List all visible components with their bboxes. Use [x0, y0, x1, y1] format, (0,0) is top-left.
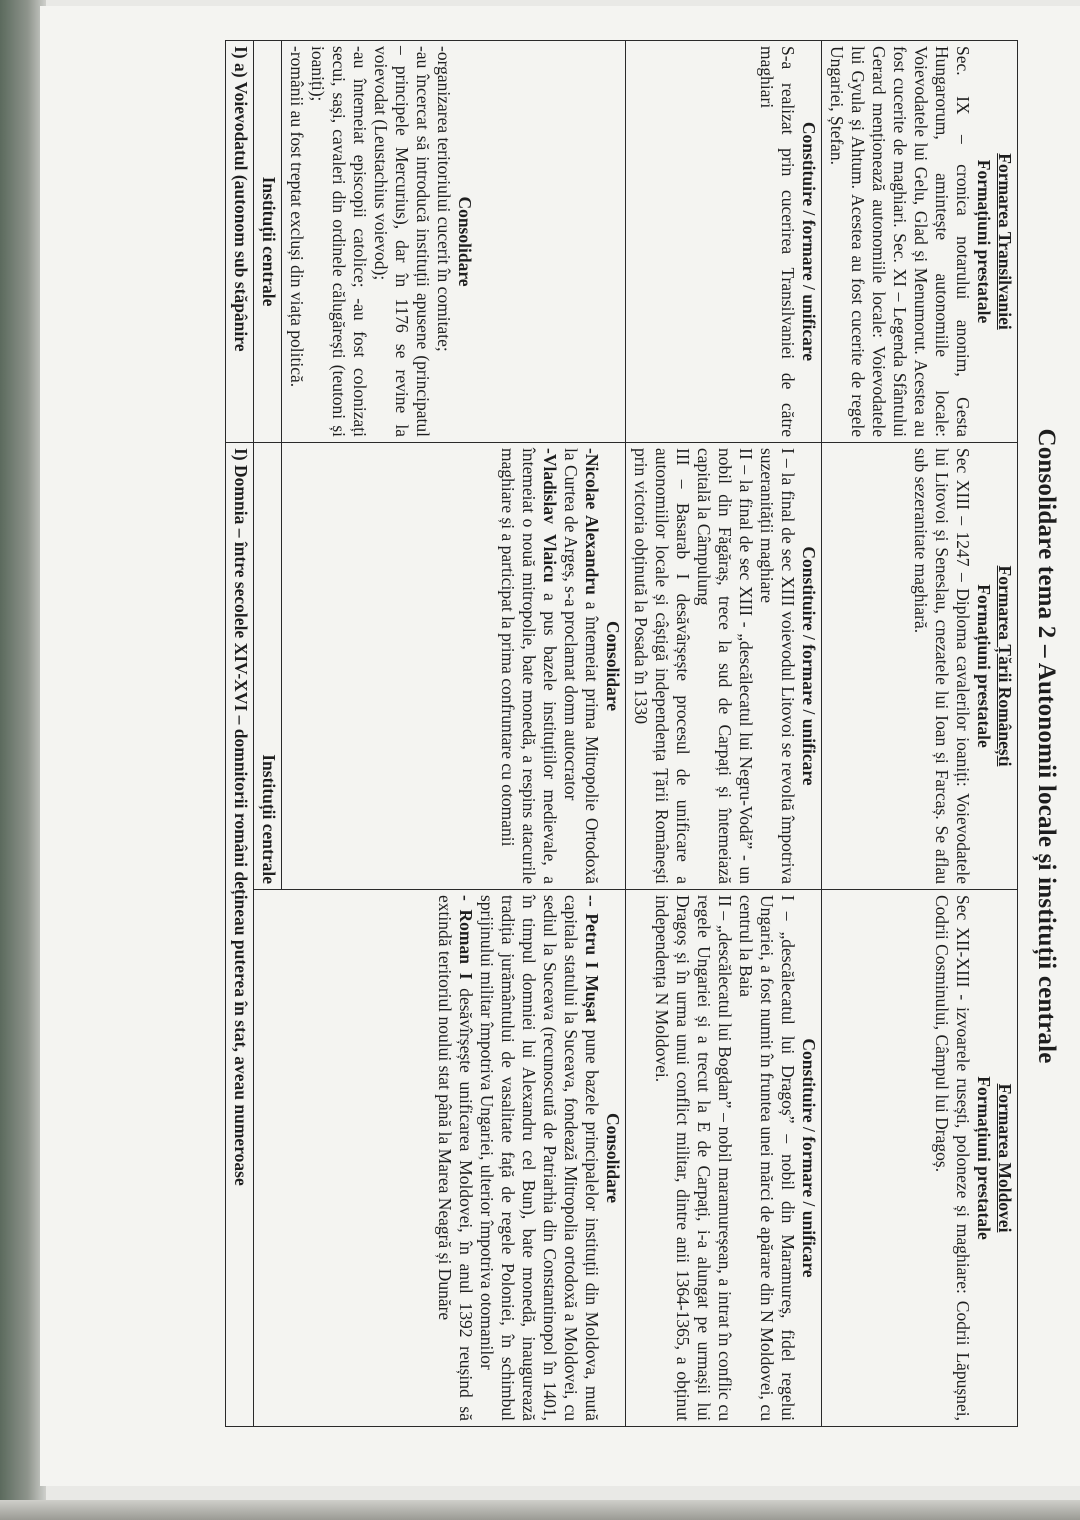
cell-institutii-heading-left: Instituții centrale [254, 41, 282, 443]
list-item: -au încercat să introducă instituții apusene (principatul – principele Mercurius), dar în 1176 se revine la voievodat (Leustachius voievod); [371, 46, 433, 437]
cell-transilvania-constituire [626, 41, 822, 443]
list-item [560, 448, 602, 884]
section-text: Sec. IX – cronica notarului anonim, Gesta Hungarorum, amintește autonomiile locale: Voievodatele lui Gelu, Glad și Menumorut. Acestea au fost cucerite de maghiari. Sec. XI – Legenda Sfântului Gerard menționează autonomiile locale: Voievodatele lui Gyula și Ahtum. Acestea au fost cucerite de regele Ungariei, Ștefan. [827, 46, 973, 437]
list-item: -organizarea teritoriului cucerit în comitate; [434, 46, 454, 352]
row-constituire [626, 41, 822, 1427]
ruler-deeds: a întemeiat prima Mitropolie Ortodoxă la Curtea de Argeș, s-a proclamat domn autocrator [561, 448, 602, 884]
list-item [476, 895, 602, 1421]
cell-moldova-constituire [626, 890, 822, 1427]
ruler-name: -- Petru I Mușat [582, 895, 602, 1023]
document-page [40, 6, 1080, 1486]
section-heading: Consolidare [455, 196, 475, 287]
section-text: Sec XII-XIII - izvoarele rusești, poloneze și maghiare: Codrii Lăpușnei, Codrii Cosminului, Câmpul lui Dragoș. [932, 895, 973, 1421]
ruler-deeds: a pus bazele instituțiilor medievale, a întemeiat o nouă mitropolie, bate monedă, a respins atacurile maghiare și a participat la prima confruntare cu otomanii [498, 448, 560, 884]
list-item: II – „descălecatul lui Bogdan” – nobil maramureșean, a intrat în conflic cu regele Ungariei și a trecut la E de Carpați, i-a alungat pe urmașii lui Dragoș și în urma unui conflict militar, dintre anii 1364-1365, a obținut independența N Moldovei. [652, 895, 735, 1421]
section-heading: Consolidare [603, 620, 623, 712]
cell-tara-romaneasca-formatiuni [822, 443, 1018, 890]
cell-transilvania-formatiuni [822, 41, 1018, 443]
content-table [225, 40, 1018, 1427]
cell-tara-romaneasca-consolidare [282, 443, 626, 890]
ruler-deeds: pune bazele principalelor instituții din Moldova, mută capitala statului la Suceava, fondează Mitropolia ortodoxă a Moldovei, cu sediul la Suceava (recunoscută de Patriarhia din Constantinopol în 1401, în timpul domniei lui Alexandru cel Bun), bate monedă, inaugurează tradiția jurământului de vasalitate față de regele Poloniei, în schimbul sprijinului militar împotriva Ungariei, ulterior împotriva otomanilor [477, 895, 602, 1422]
ruler-name: -Vladislav Vlaicu [540, 448, 560, 583]
list-item [434, 895, 476, 1421]
section-heading: Consolidare [603, 1112, 623, 1204]
column-header-moldova: Formarea Moldovei [995, 1083, 1015, 1233]
list-item: II – la final de sec XIII - „descălecatul lui Negru-Vodă” - un nobil din Făgăraș, trece la sud de Carpați și întemeiază capitală la Câmpulung [694, 448, 756, 884]
row-consolidare [282, 41, 626, 1427]
list-item: III – Basarab I desăvârșește procesul de unificare a autonomiilor locale și câștigă independența Țării Românești prin victoria obținută la Posada în 1330 [631, 448, 693, 884]
row-institutii-content [226, 41, 254, 1427]
column-header-transilvania: Formarea Transilvaniei [995, 153, 1015, 330]
ruler-name: -Nicolae Alexandru [582, 448, 602, 595]
background-edge [0, 1500, 1080, 1520]
ruler-deeds: desăvîrșește unificarea Moldovei, în anul 1392 reușind să extindă teritoriul noului stat până la Marea Neagră și Dunăre [435, 895, 476, 1421]
list-item: -au întemeiat episcopii catolice; -au fost colonizați secui, sași, cavaleri din ordinele călugărești (teutoni și ioaniți); [308, 46, 370, 437]
section-heading: Constituire / formare / unificare [799, 1038, 819, 1278]
section-heading: Constituire / formare / unificare [799, 546, 819, 786]
cell-moldova-formatiuni [822, 890, 1018, 1427]
column-header-tara-romaneasca: Formarea Țării Românești [995, 565, 1015, 767]
cell-transilvania-consolidare [282, 41, 626, 443]
section-text: Sec XIII – 1247 – Diploma cavalerilor ioaniți: Voievodatele lui Litovoi și Seneslau, cnezatele lui Ioan și Farcaș. Se aflau sub sezeranitate maghiară. [911, 448, 973, 884]
cell-domnia: I) Domnia – între secolele XIV-XVI – domnitorii români dețineau puterea în stat, aveau numeroase [226, 443, 254, 1427]
section-heading: Formațiuni prestatale [974, 1076, 994, 1240]
cell-institutii-heading-right: Instituții centrale [254, 443, 282, 890]
section-text: S-a realizat prin cucerirea Transilvaniei de către maghiari [757, 46, 798, 437]
section-heading: Constituire / formare / unificare [799, 121, 819, 362]
row-formatiuni [822, 41, 1018, 1427]
section-heading: Formațiuni prestatale [974, 584, 994, 748]
list-item: I – la final de sec XIII voievodul Litovoi se revoltă împotriva suzeranității maghiare [757, 448, 798, 884]
page-title: Consolidare tema 2 – Autonomii locale și instituții centrale [1033, 428, 1060, 1064]
cell-voievodat: I) a) Voievodatul (autonom sub stăpânire [226, 41, 254, 443]
cell-moldova-consolidare [254, 890, 626, 1427]
ruler-name: - Roman I [456, 895, 476, 980]
cell-tara-romaneasca-constituire [626, 443, 822, 890]
section-heading: Formațiuni prestatale [974, 159, 994, 324]
list-item [497, 448, 560, 884]
list-item: I – „descălecatul lui Dragoș” – nobil din Maramureș, fidel regelui Ungariei, a fost numit în fruntea unei mărci de apărare din N Moldovei, cu centrul la Baia [736, 895, 798, 1421]
list-item: -românii au fost treptat excluși din viața politică. [287, 46, 307, 388]
